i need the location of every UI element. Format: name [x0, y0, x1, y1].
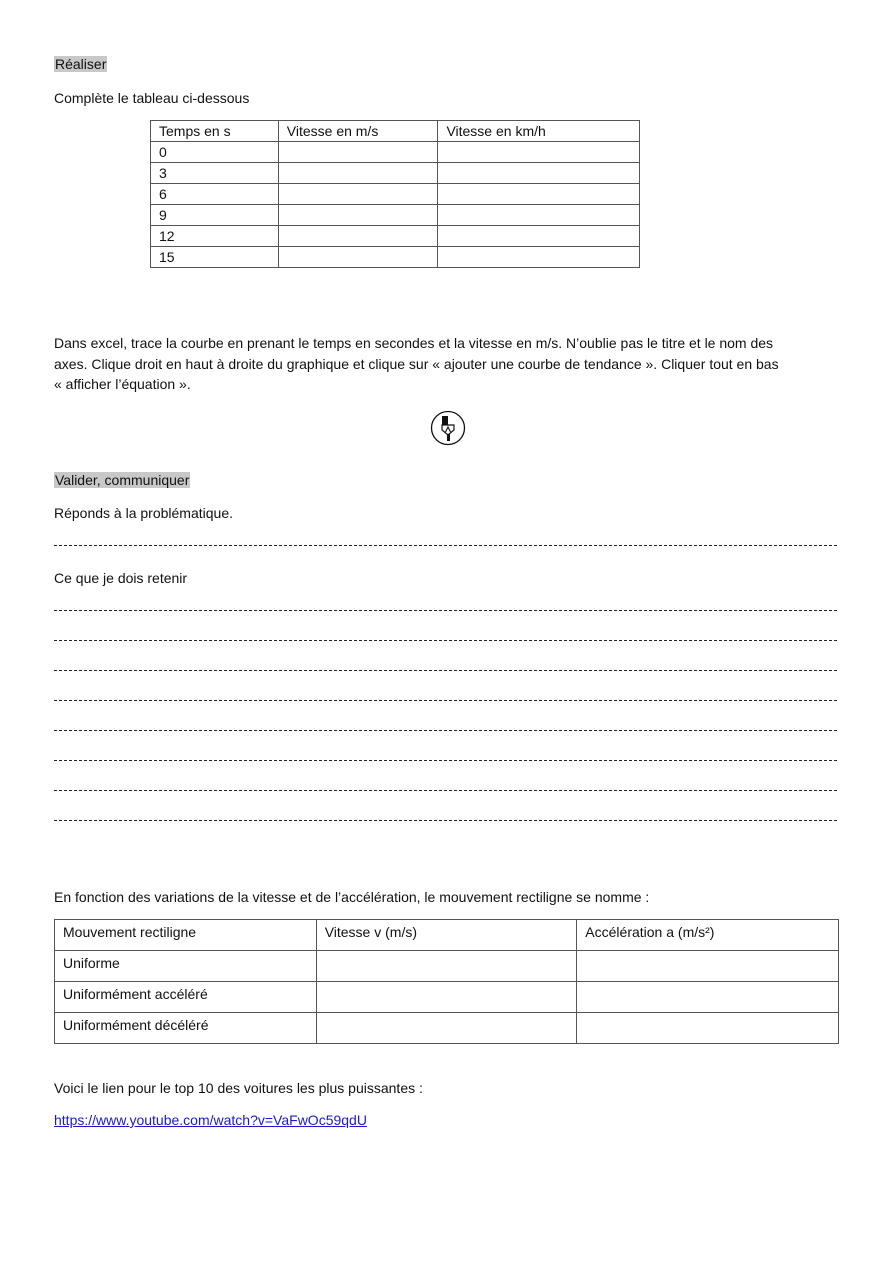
table-row: [151, 205, 640, 226]
computer-task-icon: [430, 410, 466, 446]
heading-text: Réaliser: [55, 56, 107, 72]
speed-ms-cell[interactable]: [278, 247, 438, 268]
instruction-line: Dans excel, trace la courbe en prenant le temps en secondes et la vitesse en m/s. N’oublie pas le titre et le nom des: [54, 335, 774, 351]
header-cell: Accélération a (m/s²): [577, 920, 839, 951]
speed-cell[interactable]: [316, 982, 577, 1013]
movement-type-cell: Uniformément accéléré: [55, 982, 317, 1013]
speed-kmh-cell[interactable]: [438, 184, 640, 205]
time-cell: 15: [151, 247, 279, 268]
table-header-row: [55, 920, 839, 951]
speed-kmh-cell[interactable]: [438, 226, 640, 247]
retenir-line[interactable]: [54, 670, 837, 671]
section-heading-realiser: [54, 55, 107, 73]
time-cell: 9: [151, 205, 279, 226]
table-row: [55, 1013, 839, 1044]
instruction-line: « afficher l’équation ».: [54, 376, 191, 392]
speed-ms-cell[interactable]: [278, 226, 438, 247]
table-row: [151, 163, 640, 184]
movement-table: [54, 919, 839, 1044]
movement-intro: En fonction des variations de la vitesse et de l’accélération, le mouvement rectiligne se nomme :: [54, 889, 650, 905]
speed-kmh-cell[interactable]: [438, 247, 640, 268]
acceleration-cell[interactable]: [577, 1013, 839, 1044]
table-row: [151, 247, 640, 268]
table-row: [55, 951, 839, 982]
speed-ms-cell[interactable]: [278, 205, 438, 226]
movement-type-cell: Uniforme: [55, 951, 317, 982]
problem-prompt: Réponds à la problématique.: [54, 505, 234, 521]
table-row: [55, 982, 839, 1013]
time-cell: 3: [151, 163, 279, 184]
table-row: [151, 142, 640, 163]
table-instruction: Complète le tableau ci-dessous: [54, 90, 250, 106]
section-heading-valider: [54, 471, 190, 489]
retenir-line[interactable]: [54, 790, 837, 791]
table-header-row: [151, 121, 640, 142]
speed-cell[interactable]: [316, 1013, 577, 1044]
speed-kmh-cell[interactable]: [438, 205, 640, 226]
retenir-line[interactable]: [54, 820, 837, 821]
header-cell: Mouvement rectiligne: [55, 920, 317, 951]
speed-table: [150, 120, 640, 268]
youtube-link[interactable]: https://www.youtube.com/watch?v=VaFwOc59qdU: [54, 1112, 367, 1128]
speed-ms-cell[interactable]: [278, 163, 438, 184]
heading-text: Valider, communiquer: [55, 472, 190, 488]
instruction-line: axes. Clique droit en haut à droite du graphique et clique sur « ajouter une courbe de tendance ». Cliquer tout en bas: [54, 355, 779, 372]
time-cell: 0: [151, 142, 279, 163]
retenir-line[interactable]: [54, 700, 837, 701]
retenir-line[interactable]: [54, 640, 837, 641]
speed-cell[interactable]: [316, 951, 577, 982]
time-cell: 12: [151, 226, 279, 247]
answer-line[interactable]: [54, 545, 837, 546]
acceleration-cell[interactable]: [577, 982, 839, 1013]
acceleration-cell[interactable]: [577, 951, 839, 982]
retenir-line[interactable]: [54, 730, 837, 731]
header-cell: Vitesse v (m/s): [316, 920, 577, 951]
speed-kmh-cell[interactable]: [438, 163, 640, 184]
speed-ms-cell[interactable]: [278, 142, 438, 163]
header-cell: Temps en s: [151, 121, 279, 142]
excel-instructions: [54, 333, 844, 395]
movement-type-cell: Uniformément décéléré: [55, 1013, 317, 1044]
retenir-label: Ce que je dois retenir: [54, 570, 188, 586]
header-cell: Vitesse en m/s: [278, 121, 438, 142]
table-row: [151, 184, 640, 205]
link-intro: Voici le lien pour le top 10 des voitures les plus puissantes :: [54, 1080, 423, 1096]
retenir-line[interactable]: [54, 610, 837, 611]
video-link-container: [54, 1111, 367, 1129]
speed-kmh-cell[interactable]: [438, 142, 640, 163]
speed-ms-cell[interactable]: [278, 184, 438, 205]
retenir-line[interactable]: [54, 760, 837, 761]
table-row: [151, 226, 640, 247]
header-cell: Vitesse en km/h: [438, 121, 640, 142]
time-cell: 6: [151, 184, 279, 205]
